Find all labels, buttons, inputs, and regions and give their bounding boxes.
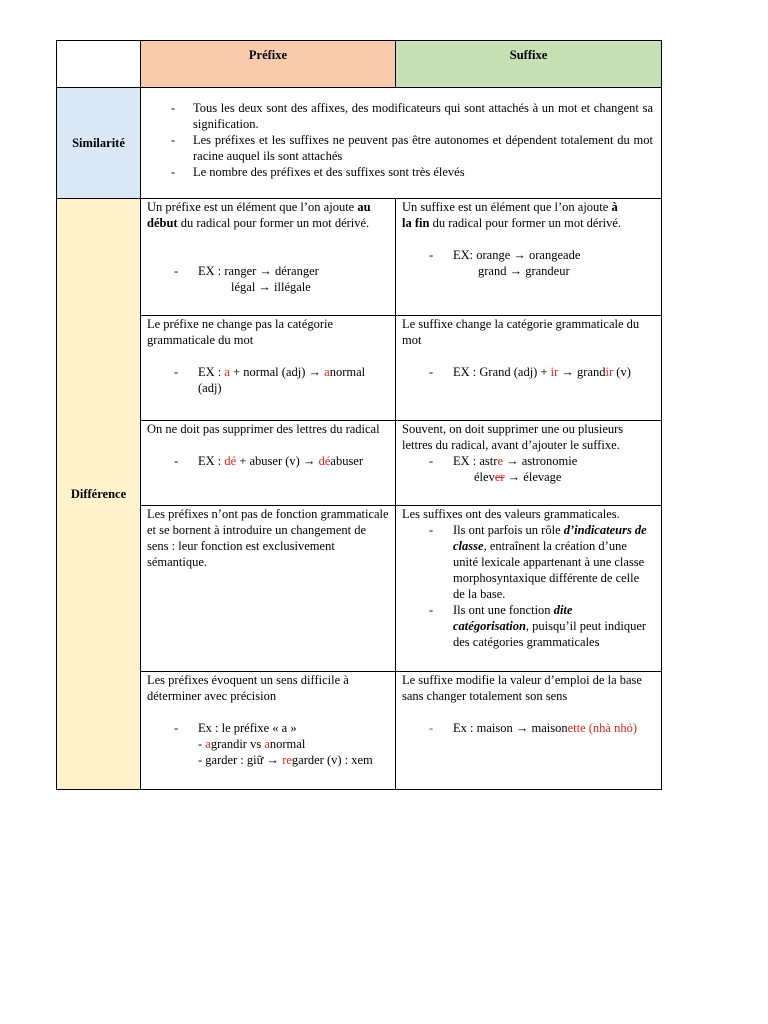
prefix-example-line: légal → illégale: [231, 280, 311, 294]
suffix-cell: [396, 199, 662, 316]
suffix-example: - Ex : maison → maisonette (nhà nhỏ): [429, 721, 637, 735]
suffix-cell: [396, 672, 662, 790]
suffix-example-line: élever → élevage: [474, 470, 562, 484]
prefix-definition: On ne doit pas supprimer des lettres du radical: [147, 422, 380, 436]
suffix-cell: [396, 506, 662, 672]
suffix-example: - EX: orange → orangeade: [429, 248, 581, 262]
suffix-definition: Le suffixe modifie la valeur d’emploi de la base sans changer totalement son sens: [402, 673, 642, 703]
suffix-bullet: - Ils ont parfois un rôle d’indicateurs de classe, entraînent la création d’une unité lexicale appartenant à une classe morphosyntaxique différente de celle de la base.: [429, 523, 647, 601]
comparison-table: [56, 40, 662, 790]
prefix-example: - Ex : le préfixe « a »: [174, 721, 297, 735]
suffix-example: - EX : astre → astronomie: [429, 454, 578, 468]
difference-label: Différence: [57, 199, 141, 790]
suffix-cell: [396, 316, 662, 421]
difference-row: [57, 506, 662, 672]
prefix-example-line: - garder : giữ → regarder (v) : xem: [198, 753, 373, 767]
prefix-definition: Le préfixe ne change pas la catégorie grammaticale du mot: [147, 317, 334, 347]
prefix-example-line: - agrandir vs anormal: [198, 737, 306, 751]
prefix-definition: Un préfixe est un élément que l’on ajoute au début du radical pour former un mot dérivé.: [147, 200, 371, 230]
similarity-content: [141, 88, 662, 199]
prefix-cell: [141, 672, 396, 790]
prefix-example: - EX : dé + abuser (v) → déabuser: [174, 454, 364, 468]
corner-cell: [57, 41, 141, 88]
header-suffix: [396, 41, 662, 88]
prefix-definition: Les préfixes n’ont pas de fonction grammaticale et se bornent à introduire un changement de sens : leur fonction est exclusivement sémantique.: [147, 507, 389, 569]
header-prefix-label: Préfixe: [248, 48, 288, 62]
prefix-cell: [141, 199, 396, 316]
prefix-example: - EX : ranger → déranger: [174, 264, 319, 278]
prefix-cell: [141, 421, 396, 506]
suffix-bullet: - Ils ont une fonction dite catégorisation, puisqu’il peut indiquer des catégories grammaticales: [429, 603, 647, 649]
similarity-item: - Tous les deux sont des affixes, des modificateurs qui sont attachés à un mot et changent sa signification.: [171, 101, 653, 131]
prefix-definition: Les préfixes évoquent un sens difficile à déterminer avec précision: [147, 673, 349, 703]
suffix-example: - EX : Grand (adj) + ir → grandir (v): [429, 365, 631, 379]
suffix-definition: Le suffixe change la catégorie grammaticale du mot: [402, 317, 640, 347]
similarity-item: - Le nombre des préfixes et des suffixes sont très élevés: [171, 165, 465, 179]
difference-row: [57, 316, 662, 421]
header-suffix-label: Suffixe: [509, 48, 548, 62]
prefix-cell: [141, 506, 396, 672]
prefix-example: - EX : a + normal (adj) → anormal (adj): [174, 365, 366, 395]
suffix-example-line: grand → grandeur: [478, 264, 570, 278]
difference-row: [57, 672, 662, 790]
prefix-cell: [141, 316, 396, 421]
similarity-item: - Les préfixes et les suffixes ne peuvent pas être autonomes et dépendent totalement du mot racine auquel ils sont attachés: [171, 133, 653, 163]
suffix-definition: Un suffixe est un élément que l’on ajoute à la fin du radical pour former un mot dérivé.: [402, 200, 622, 230]
suffix-definition: Les suffixes ont des valeurs grammaticales.: [402, 507, 620, 521]
similarity-label: Similarité: [57, 88, 141, 199]
difference-row: [57, 421, 662, 506]
difference-row: [57, 199, 662, 316]
header-prefix: [141, 41, 396, 88]
similarity-row: [57, 88, 662, 199]
similarity-list: [141, 88, 661, 188]
suffix-cell: [396, 421, 662, 506]
header-row: [57, 41, 662, 88]
suffix-definition: Souvent, on doit supprimer une ou plusieurs lettres du radical, avant d’ajouter le suffixe.: [402, 422, 624, 452]
